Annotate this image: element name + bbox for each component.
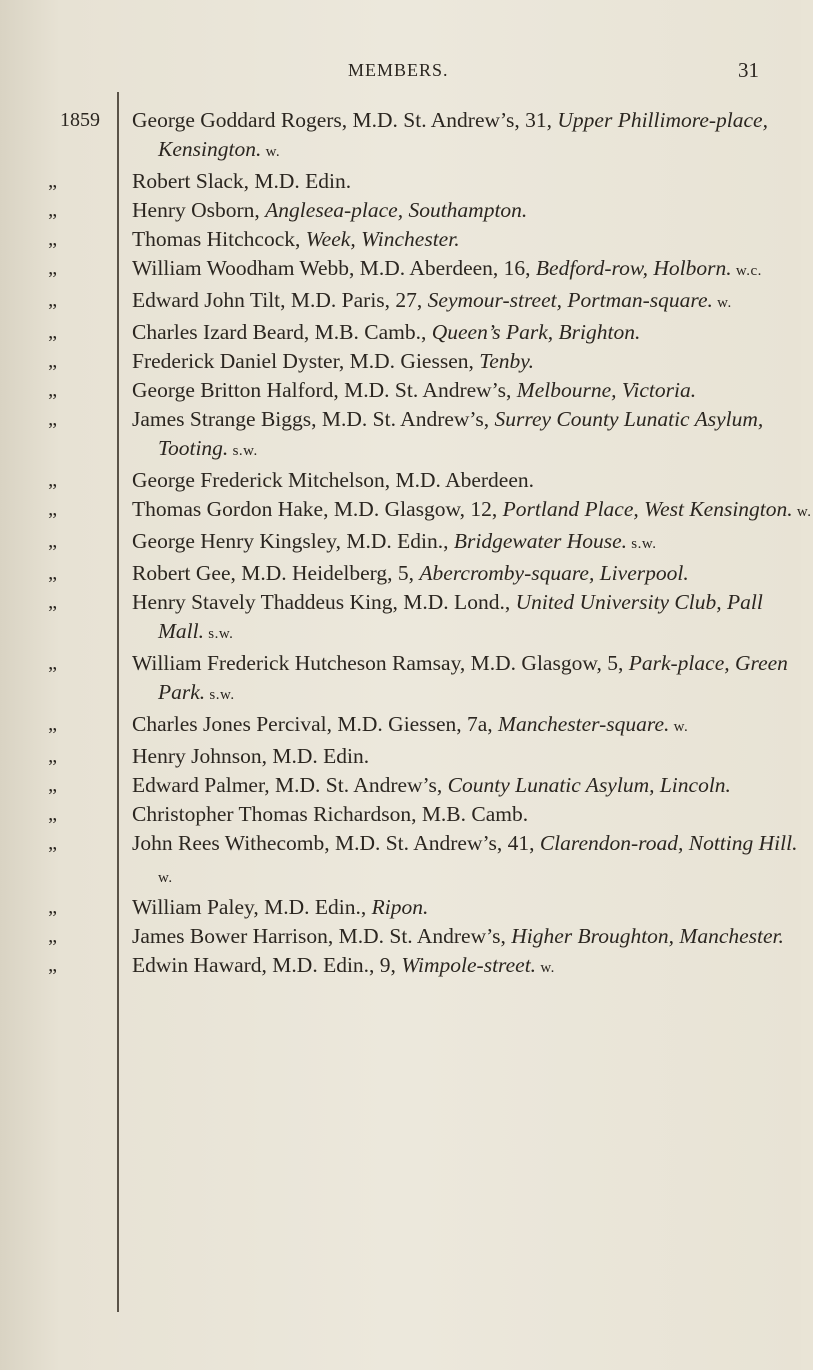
member-name: William Frederick Hutcheson Ramsay, M.D. Glasgow, 5,: [132, 651, 629, 675]
entry-year: „: [48, 745, 58, 767]
entry-year: „: [48, 896, 58, 918]
member-address: United University Club, Pall Mall.: [158, 590, 763, 643]
member-name: Thomas Hitchcock,: [132, 227, 306, 251]
member-address: Melbourne, Victoria.: [516, 378, 697, 402]
entry-year: „: [48, 408, 58, 430]
member-entry: [0, 527, 801, 559]
postal-district: w.: [536, 960, 555, 976]
member-name: Edwin Haward, M.D. Edin., 9,: [132, 953, 402, 977]
member-address: Tenby.: [479, 349, 534, 373]
member-address: Ripon.: [371, 895, 429, 919]
entry-text: [132, 286, 813, 318]
entry-year: „: [48, 498, 58, 520]
entry-text: [132, 466, 813, 495]
member-entry: [0, 167, 801, 196]
member-name: Thomas Gordon Hake, M.D. Glasgow, 12,: [132, 497, 503, 521]
member-name: Edward John Tilt, M.D. Paris, 27,: [132, 288, 428, 312]
postal-district: w.c.: [731, 263, 762, 279]
member-address: Anglesea-place, Southampton.: [265, 198, 528, 222]
entry-text: [132, 106, 813, 167]
entry-text: [132, 588, 813, 649]
member-name: Robert Slack, M.D. Edin.: [132, 169, 352, 193]
member-address: Portland Place, West Kensington.: [502, 497, 793, 521]
entry-text: [132, 922, 813, 951]
member-address: Upper Phillimore-place, Kensington.: [158, 108, 768, 161]
member-name: William Woodham Webb, M.D. Aberdeen, 16,: [132, 256, 536, 280]
member-address: Surrey County Lunatic Asylum, Tooting.: [158, 407, 764, 460]
member-name: George Frederick Mitchelson, M.D. Aberdeen.: [132, 468, 535, 492]
member-address: Park-place, Green Park.: [158, 651, 788, 704]
entry-text: [132, 376, 813, 405]
member-name: James Bower Harrison, M.D. St. Andrew’s,: [132, 924, 512, 948]
member-entry: [0, 466, 801, 495]
entry-text: [132, 318, 813, 347]
member-entry: [0, 196, 801, 225]
member-entry: [0, 742, 801, 771]
postal-district: w.: [158, 870, 173, 886]
entry-text: [132, 196, 813, 225]
page-header: [0, 58, 801, 88]
entry-year: „: [48, 199, 58, 221]
member-name: Henry Johnson, M.D. Edin.: [132, 744, 370, 768]
postal-district: s.w.: [203, 626, 234, 642]
member-entry: [0, 559, 801, 588]
member-name: William Paley, M.D. Edin.,: [132, 895, 372, 919]
entry-year: „: [48, 289, 58, 311]
entry-text: [132, 347, 813, 376]
entry-text: [132, 495, 813, 527]
entry-year: 1859: [60, 109, 100, 131]
postal-district: s.w.: [627, 536, 657, 552]
member-name: George Henry Kingsley, M.D. Edin.,: [132, 529, 454, 553]
member-address: Week, Winchester.: [305, 227, 460, 251]
entry-text: [132, 800, 813, 829]
member-entry: [0, 405, 801, 466]
entry-year: „: [48, 469, 58, 491]
member-address: Clarendon-road, Notting Hill.: [539, 831, 798, 855]
entry-year: „: [48, 321, 58, 343]
member-name: George Goddard Rogers, M.D. St. Andrew’s, 31,: [132, 108, 558, 132]
member-list: [0, 106, 812, 983]
member-entry: [0, 710, 801, 742]
member-name: John Rees Withecomb, M.D. St. Andrew’s, 41,: [132, 831, 540, 855]
member-entry: [0, 106, 801, 167]
entry-year: „: [48, 257, 58, 279]
member-name: Frederick Daniel Dyster, M.D. Giessen,: [132, 349, 480, 373]
entry-year: „: [48, 774, 58, 796]
member-address: Bridgewater House.: [453, 529, 628, 553]
member-entry: [0, 893, 801, 922]
entry-text: [132, 829, 813, 893]
entry-year: „: [48, 170, 58, 192]
postal-district: s.w.: [205, 687, 235, 703]
member-address: Queen’s Park, Brighton.: [431, 320, 641, 344]
member-address: Abercromby-square, Liverpool.: [419, 561, 689, 585]
entry-text: [132, 405, 813, 466]
postal-district: w.: [669, 719, 689, 735]
member-name: Christopher Thomas Richardson, M.B. Camb.: [132, 802, 529, 826]
entry-year: „: [48, 832, 58, 854]
member-entry: [0, 318, 801, 347]
member-entry: [0, 588, 801, 649]
member-name: Charles Izard Beard, M.B. Camb.,: [132, 320, 432, 344]
member-entry: [0, 254, 801, 286]
postal-district: w.: [712, 295, 732, 311]
entry-text: [132, 893, 813, 922]
entry-year: „: [48, 925, 58, 947]
member-address: County Lunatic Asylum, Lincoln.: [447, 773, 731, 797]
entry-text: [132, 771, 813, 800]
postal-district: w.: [261, 144, 281, 160]
entry-text: [132, 225, 813, 254]
member-entry: [0, 286, 801, 318]
entry-text: [132, 951, 813, 983]
member-entry: [0, 649, 801, 710]
member-entry: [0, 376, 801, 405]
postal-district: w.: [792, 504, 812, 520]
entry-text: [132, 710, 813, 742]
entry-text: [132, 742, 813, 771]
member-name: George Britton Halford, M.D. St. Andrew’s,: [132, 378, 517, 402]
member-address: Bedford-row, Holborn.: [535, 256, 732, 280]
member-name: Robert Gee, M.D. Heidelberg, 5,: [132, 561, 420, 585]
member-address: Manchester-square.: [498, 712, 670, 736]
member-entry: [0, 771, 801, 800]
entry-text: [132, 559, 813, 588]
entry-year: „: [48, 379, 58, 401]
postal-district: s.w.: [228, 443, 258, 459]
member-name: Henry Osborn,: [132, 198, 266, 222]
page-number: 31: [738, 58, 759, 82]
member-name: James Strange Biggs, M.D. St. Andrew’s,: [132, 407, 495, 431]
member-address: Seymour-street, Portman-square.: [427, 288, 713, 312]
entry-year: „: [48, 803, 58, 825]
entry-year: „: [48, 530, 58, 552]
member-entry: [0, 951, 801, 983]
entry-year: „: [48, 591, 58, 613]
member-entry: [0, 800, 801, 829]
entry-text: [132, 167, 813, 196]
entry-year: „: [48, 713, 58, 735]
member-name: Charles Jones Percival, M.D. Giessen, 7a,: [132, 712, 499, 736]
entry-year: „: [48, 562, 58, 584]
member-address: Higher Broughton, Manchester.: [511, 924, 784, 948]
member-name: Edward Palmer, M.D. St. Andrew’s,: [132, 773, 448, 797]
member-address: Wimpole-street.: [401, 953, 537, 977]
entry-year: „: [48, 954, 58, 976]
member-entry: [0, 922, 801, 951]
entry-year: „: [48, 350, 58, 372]
entry-text: [132, 527, 813, 559]
running-head: MEMBERS.: [348, 60, 449, 80]
member-entry: [0, 495, 812, 527]
entry-year: „: [48, 228, 58, 250]
member-entry: [0, 347, 801, 376]
entry-text: [132, 254, 813, 286]
entry-text: [132, 649, 813, 710]
member-entry: [0, 829, 801, 893]
entry-year: „: [48, 652, 58, 674]
member-name: Henry Stavely Thaddeus King, M.D. Lond.,: [132, 590, 516, 614]
member-entry: [0, 225, 801, 254]
